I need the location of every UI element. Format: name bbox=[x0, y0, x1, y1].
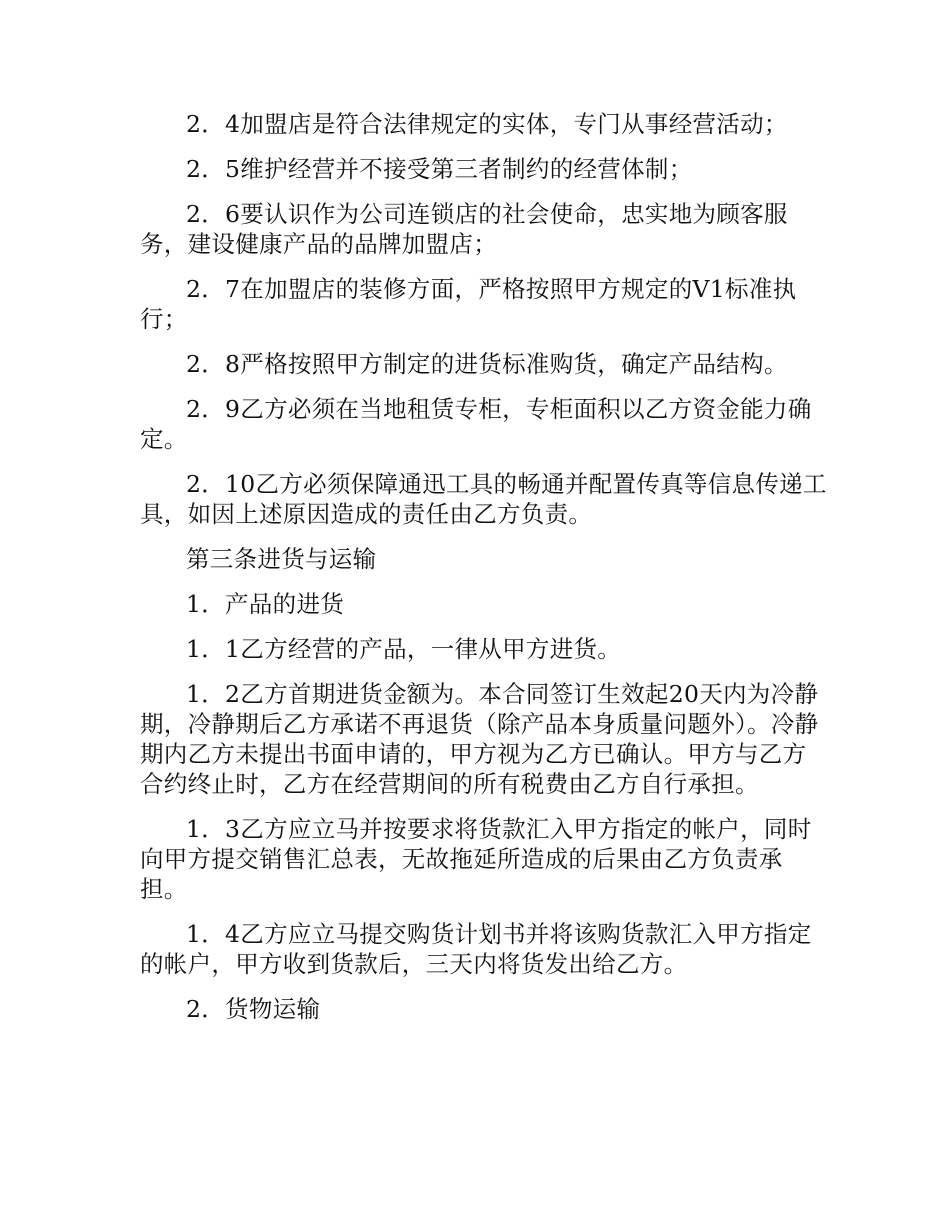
clause-2-7: 2．7在加盟店的装修方面，严格按照甲方规定的V1标准执行； bbox=[140, 275, 797, 333]
clause-2-10: 2．10乙方必须保障通迅工具的畅通并配置传真等信息传递工具，如因上述原因造成的责任由乙方负责。 bbox=[140, 470, 827, 528]
article-3-heading: 第三条进货与运输 bbox=[186, 545, 377, 573]
document-body bbox=[140, 109, 830, 1039]
clause-1-2: 1．2乙方首期进货金额为。本合同签订生效起20天内为冷静期，冷静期后乙方承诺不再退货（除产品本身质量问题外）。冷静期内乙方未提出书面申请的，甲方视为乙方已确认。甲方与乙方合约终止时，乙方在经营期间的所有税费由乙方自行承担。 bbox=[140, 680, 819, 798]
section-1-heading: 1．产品的进货 bbox=[186, 590, 345, 618]
section-2-heading: 2．货物运输 bbox=[186, 995, 321, 1023]
clause-2-8: 2．8严格按照甲方制定的进货标准购货，确定产品结构。 bbox=[186, 350, 788, 378]
clause-2-5: 2．5维护经营并不接受第三者制约的经营体制； bbox=[186, 155, 693, 183]
clause-1-4: 1．4乙方应立马提交购货计划书并将该购货款汇入甲方指定的帐户，甲方收到货款后，三天内将货发出给乙方。 bbox=[140, 920, 812, 978]
clause-1-1: 1．1乙方经营的产品，一律从甲方进货。 bbox=[186, 635, 622, 663]
clause-2-6: 2．6要认识作为公司连锁店的社会使命，忠实地为顾客服务，建设健康产品的品牌加盟店； bbox=[140, 200, 788, 258]
clause-1-3: 1．3乙方应立马并按要求将货款汇入甲方指定的帐户，同时向甲方提交销售汇总表，无故拖延所造成的后果由乙方负责承担。 bbox=[140, 815, 812, 903]
clause-2-4: 2．4加盟店是符合法律规定的实体，专门从事经营活动； bbox=[186, 110, 788, 138]
clause-2-9: 2．9乙方必须在当地租赁专柜，专柜面积以乙方资金能力确定。 bbox=[140, 395, 812, 453]
